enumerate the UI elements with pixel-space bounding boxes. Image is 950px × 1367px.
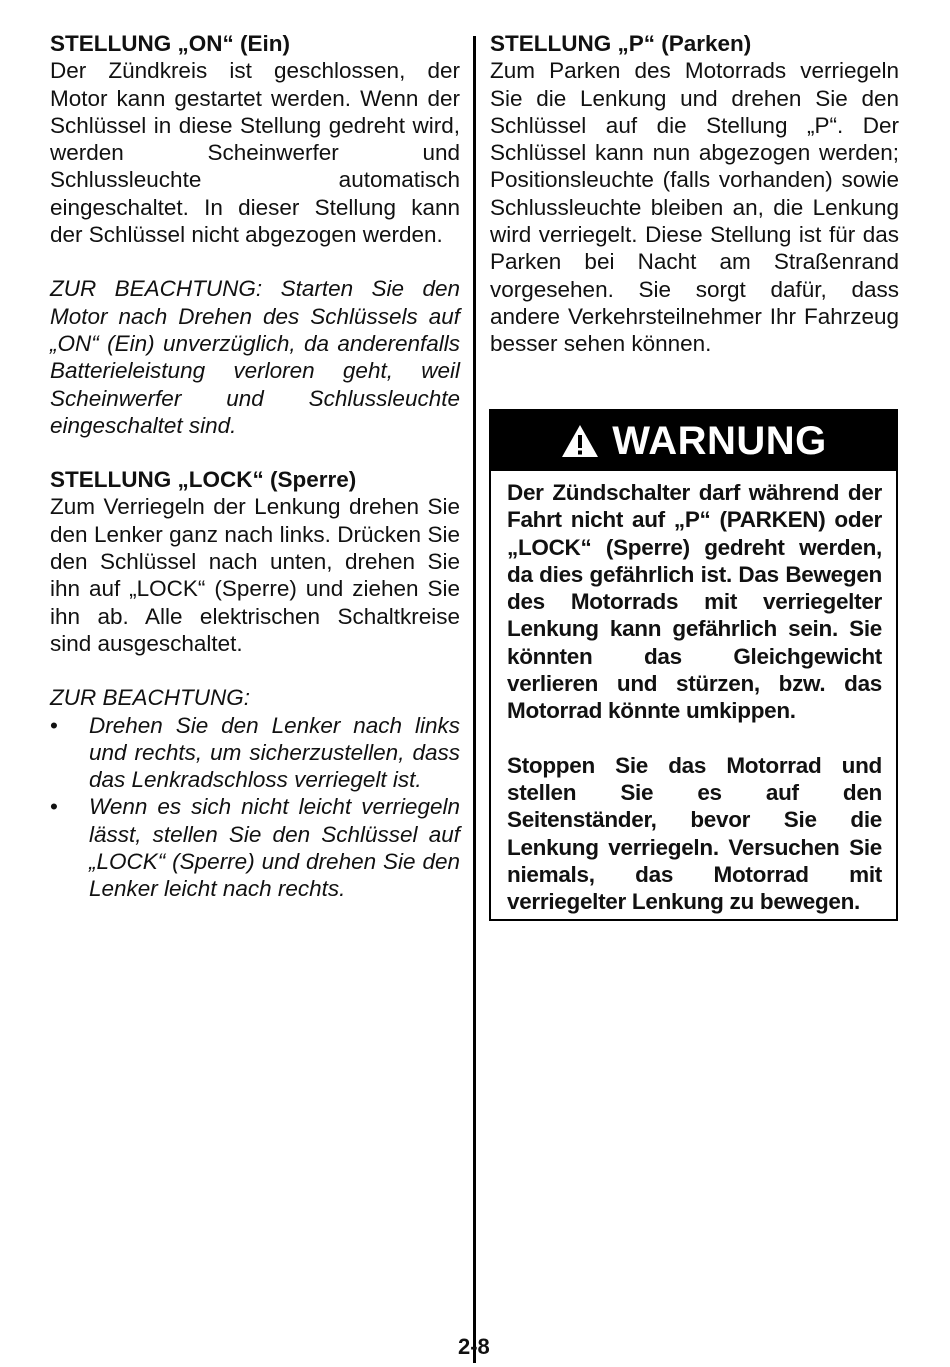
warning-body xyxy=(491,471,896,915)
warning-paragraph-2: Stoppen Sie das Motorrad und stellen Sie es auf den Seitenständer, bevor Sie die Lenkung verriegeln. Versuchen Sie niemals, das Motorrad mit verriegelter Lenkung zu bewegen. xyxy=(507,752,882,915)
list-item xyxy=(50,793,460,902)
page-number: 2-8 xyxy=(458,1334,490,1359)
right-column xyxy=(490,30,899,358)
bullet-icon: • xyxy=(50,794,58,820)
list-item xyxy=(50,712,460,794)
bullet-text: Drehen Sie den Lenker nach links und rechts, um sicherzustellen, dass das Lenkradschloss verriegelt ist. xyxy=(89,712,460,793)
warning-header xyxy=(491,411,896,471)
section-on-heading: STELLUNG „ON“ (Ein) xyxy=(50,31,290,56)
section-lock-note-label: ZUR BEACHTUNG: xyxy=(50,685,251,711)
warning-paragraph-1: Der Zündschalter darf während der Fahrt nicht auf „P“ (PARKEN) oder „LOCK“ (Sperre) gedreht werden, da dies gefährlich ist. Das Bewegen des Motorrads mit verriegelter Lenkung kann gefährlich sein. Sie könnten das Gleichgewicht verlieren und stürzen, bzw. das Motorrad könnte umkippen. xyxy=(507,480,882,724)
section-p-text: Zum Parken des Motorrads verriegeln Sie die Lenkung und drehen Sie den Schlüssel auf die Stellung „P“. Der Schlüssel kann nun abgezogen werden; Positionsleuchte (falls vorhanden) sowie Schlussleuchte bleiben an, die Lenkung wird verriegelt. Diese Stellung ist für das Parken bei Nacht am Straßenrand vorgesehen. Sie sorgt dafür, dass andere Verkehrsteilnehmer Ihr Fahrzeug besser sehen können. xyxy=(490,58,899,357)
section-lock-heading: STELLUNG „LOCK“ (Sperre) xyxy=(50,467,357,493)
warning-box xyxy=(489,409,898,921)
warning-triangle-icon xyxy=(560,423,600,459)
section-lock-bullet-list xyxy=(50,712,460,903)
section-lock-text: Zum Verriegeln der Lenkung drehen Sie den Lenker ganz nach links. Drücken Sie den Schlüssel nach unten, drehen Sie ihn auf „LOCK“ (Sperre) und ziehen Sie ihn ab. Alle elektrischen Schaltkreise sind ausgeschaltet. xyxy=(50,494,460,656)
left-column xyxy=(50,30,460,903)
section-on-note: ZUR BEACHTUNG: Starten Sie den Motor nach Drehen des Schlüssels auf „ON“ (Ein) unverzüglich, da anderenfalls Batterieleistung verloren geht, weil Scheinwerfer und Schlussleuchte eingeschaltet sind. xyxy=(50,276,460,438)
section-on-text: Der Zündkreis ist geschlossen, der Motor kann gestartet werden. Wenn der Schlüssel in diese Stellung gedreht wird, werden Scheinwerfer und Schlussleuchte automatisch eingeschaltet. In dieser Stellung kann der Schlüssel nicht abgezogen werden. xyxy=(50,58,460,248)
column-divider xyxy=(473,36,476,1363)
bullet-icon: • xyxy=(50,712,58,738)
section-p-heading: STELLUNG „P“ (Parken) xyxy=(490,31,752,56)
warning-title: WARNUNG xyxy=(612,418,827,463)
bullet-text: Wenn es sich nicht leicht verriegeln lässt, stellen Sie den Schlüssel auf „LOCK“ (Sperre) und drehen Sie den Lenker leicht nach rechts. xyxy=(89,794,460,902)
